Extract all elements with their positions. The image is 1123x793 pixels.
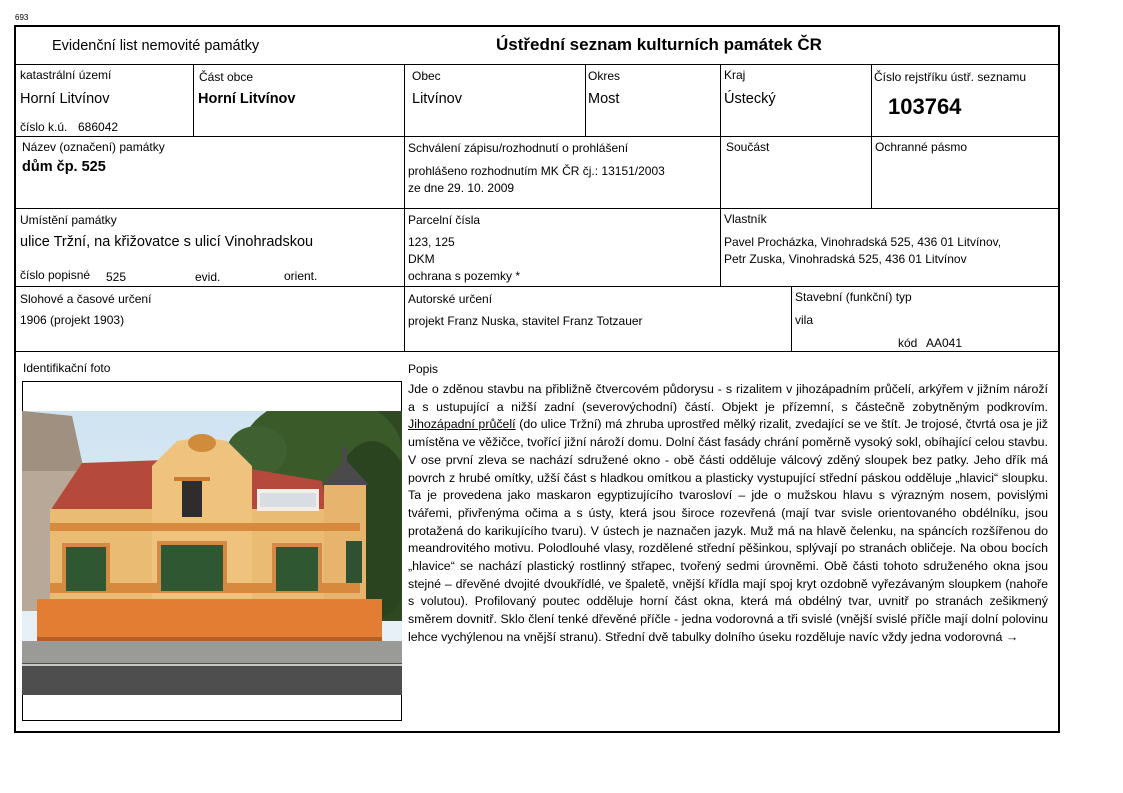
parcelni-line1: 123, 125 [408, 235, 455, 249]
nazev-value: dům čp. 525 [22, 159, 106, 175]
divider [404, 64, 405, 351]
cast-obce-label: Část obce [199, 70, 254, 84]
evid-label: evid. [195, 270, 221, 284]
soucast-label: Součást [726, 140, 770, 154]
divider [791, 286, 792, 351]
umisteni-label: Umístění památky [20, 213, 117, 227]
divider [871, 64, 872, 208]
kraj-value: Ústecký [724, 91, 776, 107]
autorske-value: projekt Franz Nuska, stavitel Franz Totzauer [408, 314, 643, 328]
slohove-value: 1906 (projekt 1903) [20, 313, 125, 327]
vlastnik-line2: Petr Zuska, Vinohradská 525, 436 01 Litvínov [724, 252, 967, 266]
nazev-label: Název (označení) památky [22, 140, 165, 154]
rejstrik-value: 103764 [888, 94, 962, 119]
typ-value: vila [795, 313, 814, 327]
katastr-value: Horní Litvínov [20, 91, 110, 107]
okres-label: Okres [588, 69, 621, 83]
vlastnik-label: Vlastník [724, 212, 767, 226]
popis-label: Popis [408, 362, 439, 376]
cast-obce-value: Horní Litvínov [198, 91, 296, 107]
house-photo [22, 411, 402, 695]
divider [14, 286, 1060, 287]
popis-text [408, 381, 1048, 647]
photo-label: Identifikační foto [23, 361, 111, 375]
cislo-ku-label: číslo k.ú. [20, 120, 68, 134]
pasmo-label: Ochranné pásmo [875, 140, 968, 154]
kod-value: AA041 [926, 336, 963, 350]
rejstrik-label: Číslo rejstříku ústř. seznamu [874, 70, 1027, 84]
divider [585, 64, 586, 136]
sheet-title: Evidenční list nemovité památky [52, 38, 260, 54]
katastr-label: katastrální území [20, 68, 112, 82]
parcelni-label: Parcelní čísla [408, 213, 481, 227]
page-number: 693 [15, 13, 29, 22]
vlastnik-line1: Pavel Procházka, Vinohradská 525, 436 01 Litvínov, [724, 235, 1002, 249]
slohove-label: Slohové a časové určení [20, 292, 152, 306]
autorske-label: Autorské určení [408, 292, 493, 306]
umisteni-value: ulice Tržní, na křižovatce s ulicí Vinohradskou [20, 234, 314, 250]
obec-value: Litvínov [412, 91, 462, 107]
orient-label: orient. [284, 269, 318, 283]
divider [14, 136, 1060, 137]
divider [14, 64, 1060, 65]
divider [14, 351, 1060, 352]
schvaleni-line1: prohlášeno rozhodnutím MK ČR čj.: 13151/2003 [408, 164, 665, 178]
kod-label: kód [898, 336, 918, 350]
parcelni-line2: DKM [408, 252, 435, 266]
popis-underlined: Jihozápadní průčelí [408, 417, 516, 432]
cislo-ku-value: 686042 [78, 120, 119, 134]
obec-label: Obec [412, 69, 441, 83]
popis-text-part: Jde o zděnou stavbu na přibližně čtvercovém půdorysu - s rizalitem v jihozápadním průčelí, arkýřem v jižním nároží a s ustupující a nižší zadní (severovýchodní) částí. Objekt je přízemní, s částečně zobytněným podkrovím. [408, 382, 1048, 414]
schvaleni-label: Schválení zápisu/rozhodnutí o prohlášení [408, 141, 629, 155]
parcelni-line3: ochrana s pozemky * [408, 269, 521, 283]
divider [720, 64, 721, 286]
popisne-value: 525 [106, 270, 127, 284]
okres-value: Most [588, 91, 620, 107]
divider [14, 208, 1060, 209]
popis-text-part: (do ulice Tržní) má zhruba uprostřed mělký rizalit, zvedající se ve štít. Je trojosé, čtvrtá osa je již umístěna ve věžičce, tvořící jižní nároží domu. Dolní část fasády chrání poměrně vysoký sokl, obíhající celou stavbu. V ose první zleva se nachází sdružené okno - obě části odděluje válcový zděný sloupek bez patky. Jeho dřík má povrch z hrubé omítky, užší část s hladkou omítkou a plasticky vystupující střední páskou odděluje „hlavici“ sloupku. Ta je provedena jako maskaron egyptizujícího tvarosloví – jde o mužskou hlavu s výrazným nosem, povislými tvářemi, přivřenýma očima a s ústy, která jsou široce rozevřená (mají tvar svisle orientovaného obdélníku, jsou protažená do karikujícího tvaru). V ústech je naznačen jazyk. Muž má na hlavě čelenku, na spáncích rozšířenou do meandrovitého motivu. Polodlouhé vlasy, rozdělené střední pěšinkou, splývají po stranách obličeje. Na obou bocích „hlavice“ se nachází plastický rostlinný střapec, tvořený sedmi úrovněmi. Obě části tohoto sdruženého okna jsou stejné – dřevěné dvojité dvoukřídlé, ve špaletě, vnější křídla mají spoj kryt ozdobně vyřezávaným sloupkem (nahoře s volutou). Profilovaný poutec odděluje horní část okna, která má obdélný tvar, uvnitř po stranách zešikmený směrem dovnitř. Sklo člení tenké dřevěné příčle - jedna vodorovná a tři svislé (vnější svislé příčle mají dolní polovinu lehce vychýlenou na vnější stranu). Střední dvě tabulky dolního úseku rozděluje navíc vždy jedna vodorovná → [408, 417, 1048, 644]
popisne-label: číslo popisné [20, 268, 91, 282]
schvaleni-line2: ze dne 29. 10. 2009 [408, 181, 515, 195]
kraj-label: Kraj [724, 68, 746, 82]
register-title: Ústřední seznam kulturních památek ČR [496, 35, 822, 54]
typ-label: Stavební (funkční) typ [795, 290, 912, 304]
divider [193, 64, 194, 136]
